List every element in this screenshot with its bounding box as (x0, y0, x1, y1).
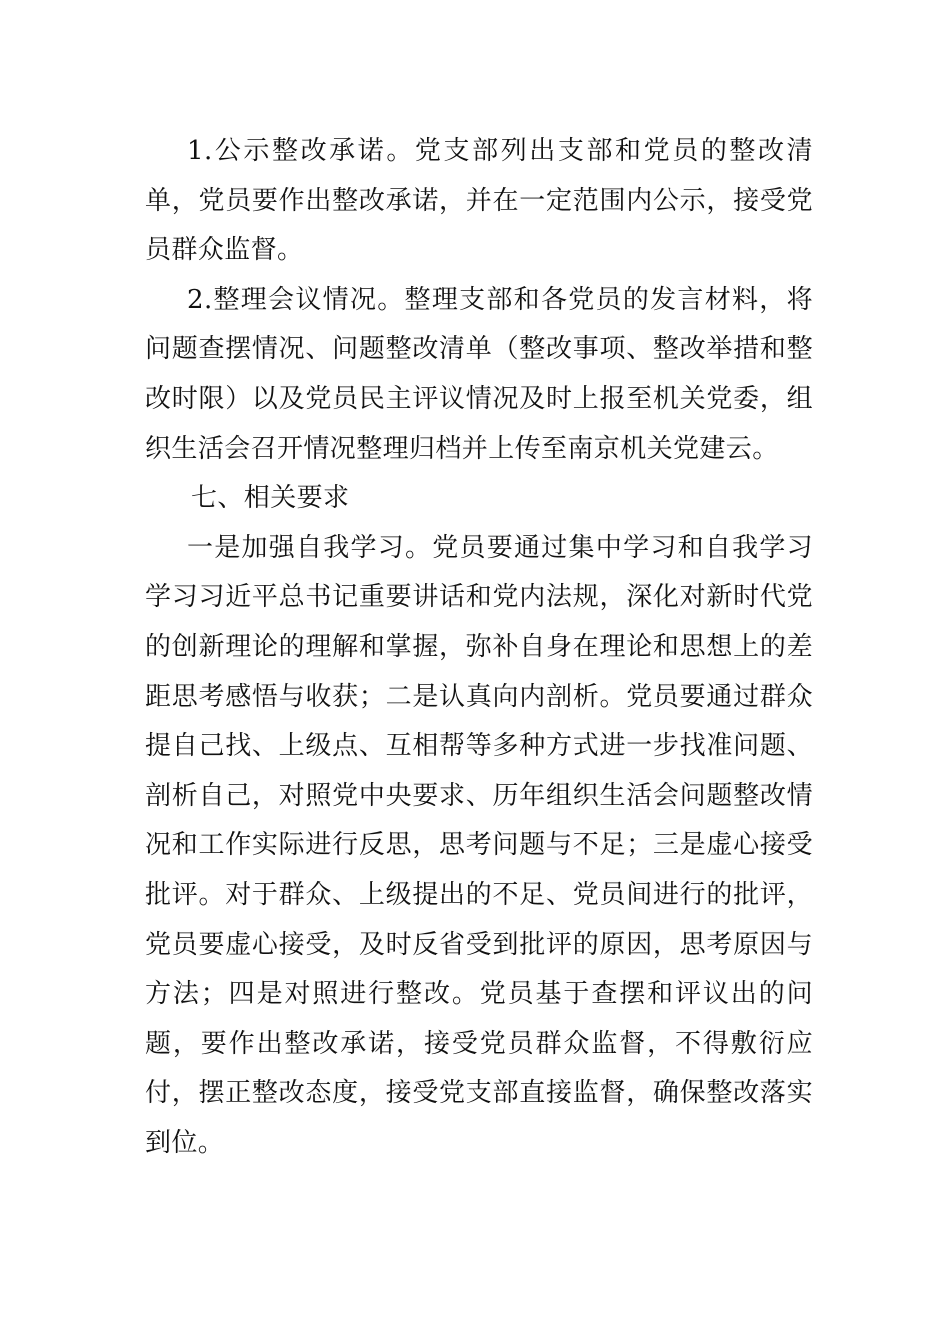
paragraph-publicize-commitment: 1.公示整改承诺。党支部列出支部和党员的整改清单，党员要作出整改承诺，并在一定范围内公示，接受党员群众监督。 (145, 136, 813, 266)
document-body (145, 127, 813, 1168)
paragraph-organize-meeting: 2.整理会议情况。整理支部和各党员的发言材料，将问题查摆情况、问题整改清单（整改事项、整改举措和整改时限）以及党员民主评议情况及时上报至机关党委，组织生活会召开情况整理归档并上传至南京机关党建云。 (145, 284, 813, 464)
section-heading-requirements: 七、相关要求 (191, 483, 350, 514)
paragraph-requirements: 一是加强自我学习。党员要通过集中学习和自我学习学习习近平总书记重要讲话和党内法规，深化对新时代党的创新理论的理解和掌握，弥补自身在理论和思想上的差距思考感悟与收获；二是认真向内剖析。党员要通过群众提自己找、上级点、互相帮等多种方式进一步找准问题、剖析自己，对照党中央要求、历年组织生活会问题整改情况和工作实际进行反思，思考问题与不足；三是虚心接受批评。对于群众、上级提出的不足、党员间进行的批评，党员要虚心接受，及时反省受到批评的原因，思考原因与方法；四是对照进行整改。党员基于查摆和评议出的问题，要作出整改承诺，接受党员群众监督，不得敷衍应付，摆正整改态度，接受党支部直接监督，确保整改落实到位。 (145, 532, 813, 1158)
